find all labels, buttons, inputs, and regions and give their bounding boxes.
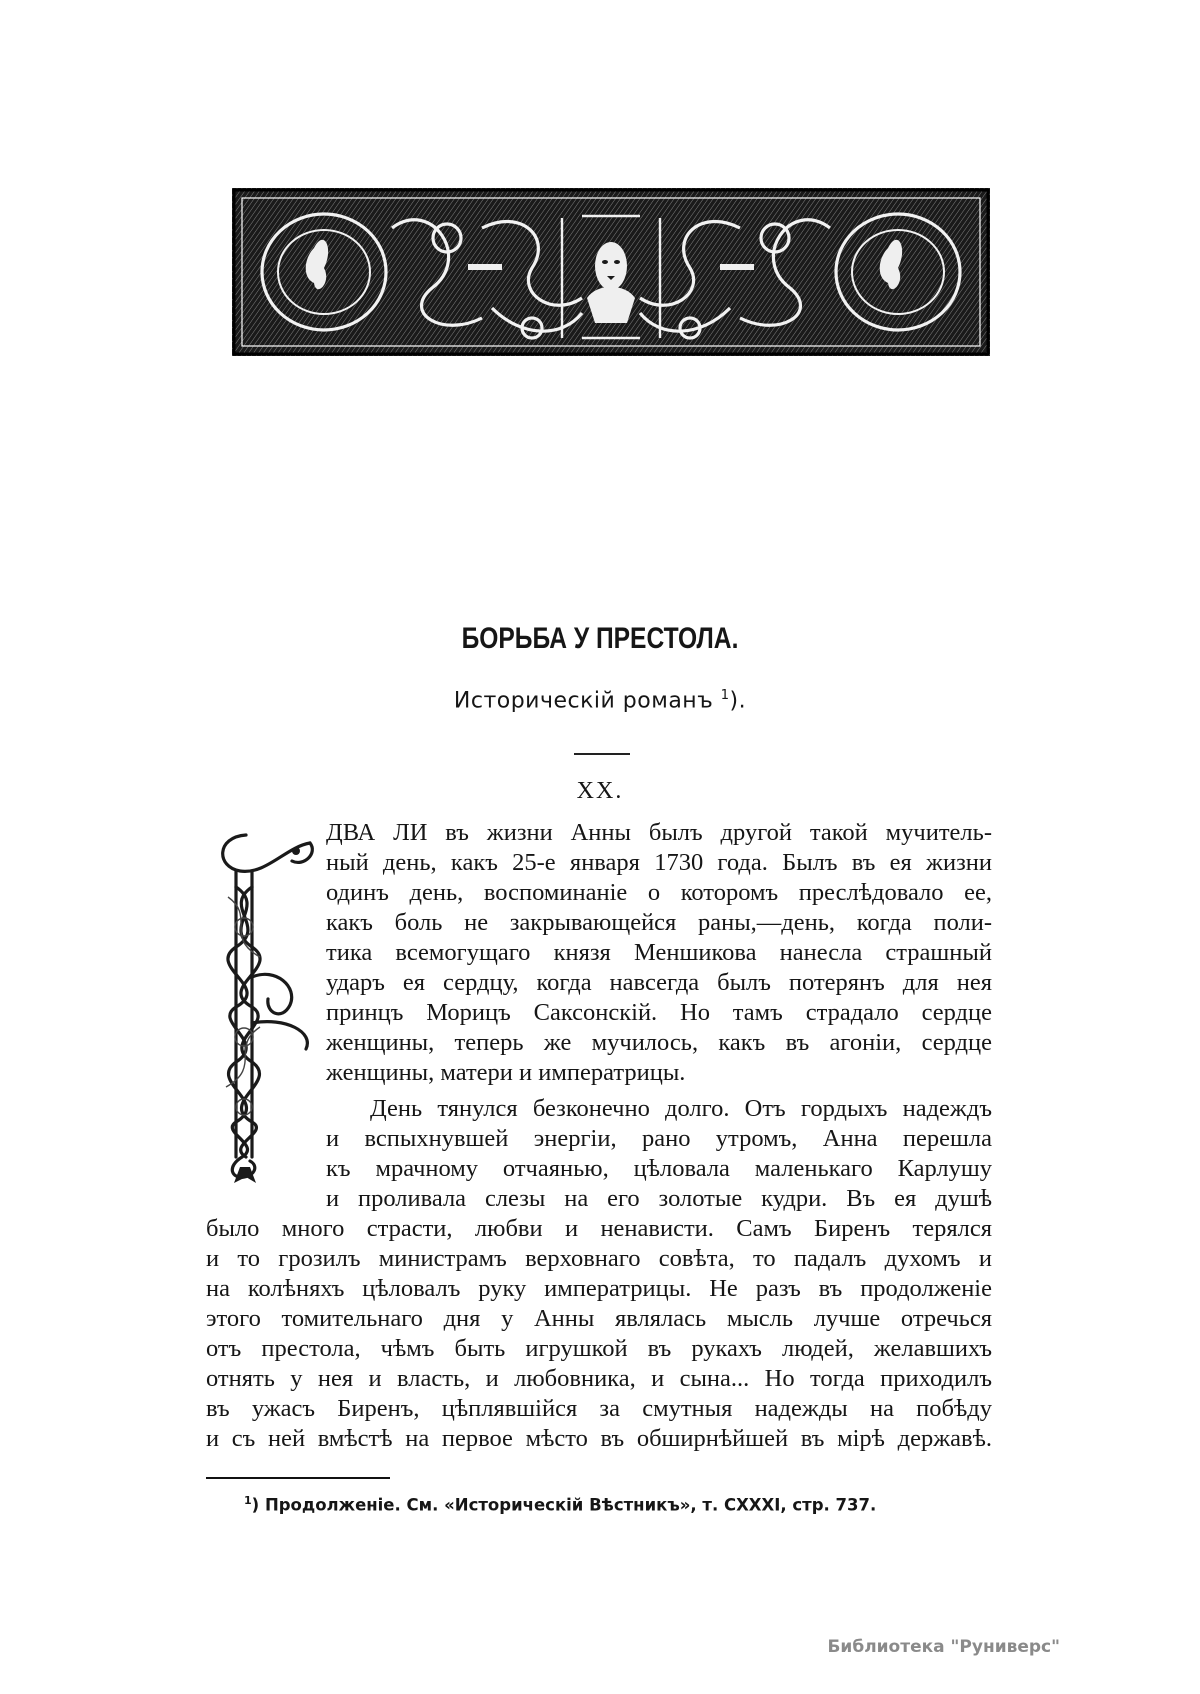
article-subtitle	[0, 688, 1200, 713]
ornamental-headpiece	[232, 188, 990, 356]
text-line: тика всемогущаго князя Меншикова нанесла страшный	[326, 939, 992, 966]
text-line: День тянулся безконечно долго. Отъ гордыхъ надеждъ	[370, 1095, 992, 1122]
chapter-number: XX.	[576, 778, 624, 804]
footnote-divider	[206, 1477, 390, 1479]
text-line: и проливала слезы на его золотые кудри. Въ ея душѣ	[326, 1185, 992, 1212]
text-line: женщины, матери и императрицы.	[326, 1059, 686, 1086]
footnote	[244, 1494, 876, 1515]
subtitle-tail: ).	[729, 688, 747, 714]
text-line: въ ужасъ Биренъ, цѣплявшійся за смутныя надежды на побѣду	[206, 1395, 992, 1422]
subtitle-text: Историческій романъ	[453, 688, 714, 714]
footnote-marker: 1	[244, 1494, 252, 1507]
text-line: ный день, какъ 25-е января 1730 года. Былъ въ ея жизни	[326, 849, 992, 876]
library-watermark: Библиотека "Руниверс"	[827, 1637, 1060, 1657]
text-line: принцъ Морицъ Саксонскій. Но тамъ страдало сердце	[326, 999, 992, 1026]
title-divider	[574, 753, 630, 755]
article-title: БОРЬБА У ПРЕСТОЛА.	[461, 622, 739, 655]
text-line: отъ престола, чѣмъ быть игрушкой въ рукахъ людей, желавшихъ	[206, 1335, 992, 1362]
text-line: одинъ день, воспоминаніе о которомъ преслѣдовало ее,	[326, 879, 992, 906]
text-line: къ мрачному отчаянью, цѣловала маленькаго Карлушу	[326, 1155, 992, 1182]
text-line: ударъ ея сердцу, когда навсегда былъ потерянъ для нея	[326, 969, 992, 996]
text-line: и съ ней вмѣстѣ на первое мѣсто въ обширнѣйшей въ мірѣ державѣ.	[206, 1425, 992, 1452]
text-line: женщины, теперь же мучилось, какъ въ агоніи, сердце	[326, 1029, 992, 1056]
text-line: какъ боль не закрывающейся раны,—день, когда поли-	[326, 909, 992, 936]
text-line: на колѣняхъ цѣловалъ руку императрицы. Не разъ въ продолженіе	[206, 1275, 992, 1302]
text-line: этого томительнаго дня у Анны являлась мысль лучше отречься	[206, 1305, 992, 1332]
text-line: было много страсти, любви и ненависти. Самъ Биренъ терялся	[206, 1215, 992, 1242]
text-line: ДВА ЛИ въ жизни Анны былъ другой такой мучитель-	[326, 819, 992, 846]
footnote-text: ) Продолженіе. См. «Историческій Вѣстникъ», т. CXXXI, стр. 737.	[251, 1495, 877, 1515]
footnote-reference: 1	[720, 688, 730, 703]
text-line: и вспыхнувшей энергіи, рано утромъ, Анна перешла	[326, 1125, 992, 1152]
ornamental-initial-letter	[206, 827, 322, 1184]
text-line: и то грозилъ министрамъ верховнаго совѣта, то падалъ духомъ и	[206, 1245, 992, 1272]
text-line: отнять у нея и власть, и любовника, и сына... Но тогда приходилъ	[206, 1365, 992, 1392]
